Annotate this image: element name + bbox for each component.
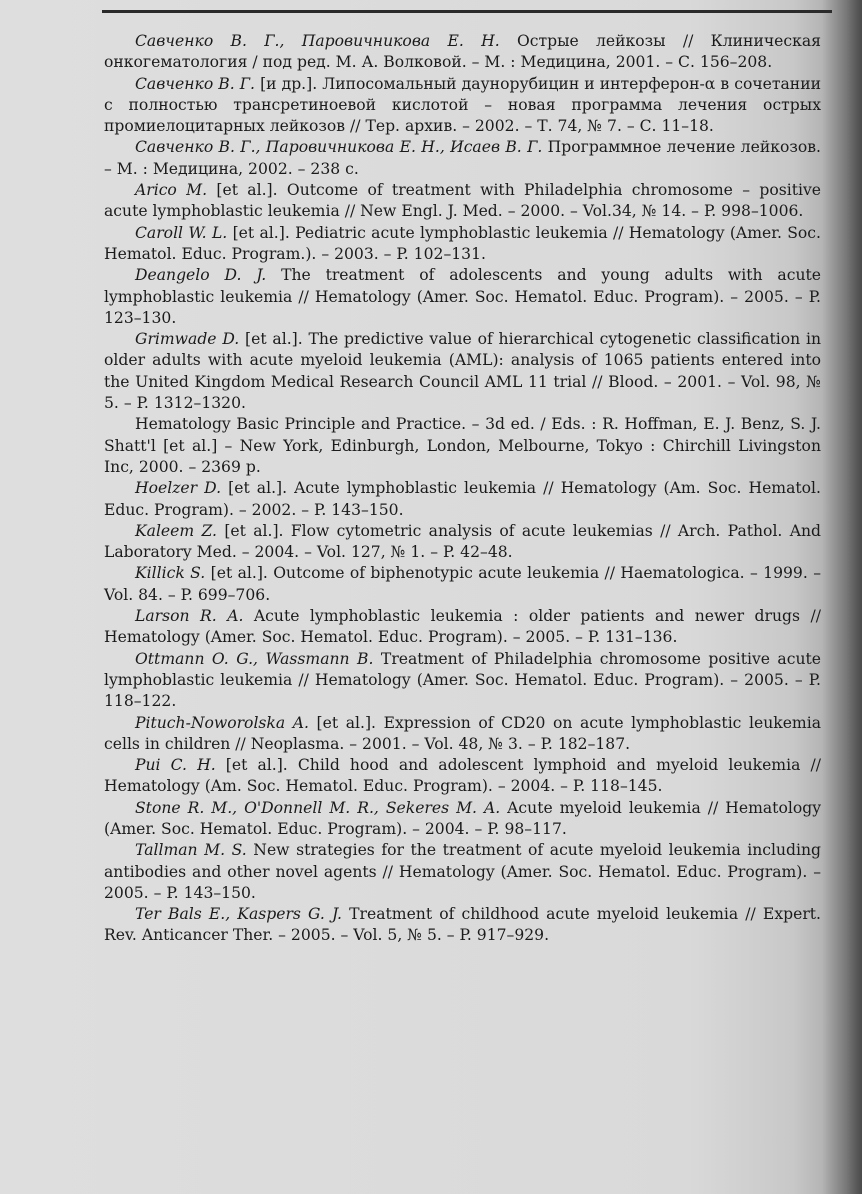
reference-author: Pituch-Noworolska A. [135,713,309,732]
reference-author: Grimwade D. [135,330,240,349]
reference-author: Савченко В. Г. [135,74,256,93]
reference-author: Killick S. [135,564,206,583]
reference-author: Deangelo D. J. [135,266,267,285]
reference-entry [104,840,821,904]
header-rule [102,10,832,13]
reference-text: Acute myeloid leukemia // Hematology (Amer. Soc. Hematol. Educ. Program). – 2004. – P. 98–117. [104,798,822,838]
reference-text: [et al.]. Acute lymphoblastic leukemia // Hematology (Am. Soc. Hematol. Educ. Program). – 2002. – P. 143–150. [104,479,821,519]
reference-entry [104,478,821,521]
reference-text: Acute lymphoblastic leukemia : older patients and newer drugs // Hematology (Amer. Soc. Hematol. Educ. Program). – 2005. – P. 131–136. [104,607,821,647]
reference-author: Larson R. A. [135,607,244,626]
reference-text: [et al.]. Outcome of biphenotypic acute leukemia // Haematologica. – 1999. – Vol. 84. – P. 699–706. [104,564,821,604]
reference-author: Tallman M. S. [135,841,247,860]
page-edge-shadow [822,0,862,1194]
reference-text: New strategies for the treatment of acute myeloid leukemia including antibodies and other novel agents // Hematology (Amer. Soc. Hematol. Educ. Program). – 2005. – P. 143–150. [104,841,821,902]
reference-entry [104,31,821,74]
reference-entry [104,265,821,329]
reference-text: Программное лечение лейкозов. – М. : Медицина, 2002. – 238 с. [104,138,821,178]
reference-text: [et al.]. The predictive value of hierarchical cytogenetic classification in older adults with acute myeloid leukemia (AML): analysis of 1065 patients entered into the United Kingdom Medical Research Council AML 11 trial // Blood. – 2001. – Vol. 98, № 5. – P. 1312–1320. [104,330,821,413]
reference-entry [104,798,821,841]
reference-text: [et al.]. Pediatric acute lymphoblastic leukemia // Hematology (Amer. Soc. Hematol. Educ. Program.). – 2003. – P. 102–131. [104,223,821,263]
reference-entry [104,74,821,138]
reference-text: [и др.]. Липосомальный даунорубицин и интерферон-α в сочетании с полностью трансретиноевой кислотой – новая программа лечения острых промиелоцитарных лейкозов // Тер. архив. – 2002. – Т. 74, № 7. – С. 11–18. [104,74,821,136]
reference-author: Kaleem Z. [135,521,218,540]
reference-author: Caroll W. L. [135,223,228,242]
reference-text: [et al.]. Child hood and adolescent lymphoid and myeloid leukemia // Hematology (Am. Soc. Hematol. Educ. Program). – 2004. – P. 118–145. [104,756,821,796]
reference-entry [104,649,821,713]
reference-entry [104,904,821,947]
reference-entry [104,137,821,180]
reference-author: Ottmann O. G., Wassmann B. [135,649,374,668]
reference-entry [104,563,821,606]
reference-text: Hematology Basic Principle and Practice. – 3d ed. / Eds. : R. Hoffman, E. J. Benz, S. J. Shatt'l [et al.] – New York, Edinburgh, London, Melbourne, Tokyo : Chirchill Livingston Inc, 2000. – 2369 p. [104,415,821,476]
reference-entry [104,713,821,756]
reference-entry [104,329,821,414]
reference-entry [104,180,821,223]
reference-entry [104,521,821,564]
reference-author: Arico M. [135,181,208,200]
reference-text: [et al.]. Flow cytometric analysis of acute leukemias // Arch. Pathol. And Laboratory Med. – 2004. – Vol. 127, № 1. – P. 42–48. [104,521,821,562]
reference-entry [104,414,821,478]
reference-author: Савченко В. Г., Паровичникова Е. Н., Исаев В. Г. [135,138,543,157]
reference-text: [et al.]. Expression of CD20 on acute lymphoblastic leukemia cells in children // Neoplasma. – 2001. – Vol. 48, № 3. – P. 182–187. [104,713,821,753]
reference-text: The treatment of adolescents and young adults with acute lymphoblastic leukemia // Hematology (Amer. Soc. Hematol. Educ. Program). – 2005. – P. 123–130. [104,266,821,327]
reference-author: Ter Bals E., Kaspers G. J. [135,905,343,924]
reference-text: Treatment of Philadelphia chromosome positive acute lymphoblastic leukemia // Hematology (Amer. Soc. Hematol. Educ. Program). – 2005. – P. 118–122. [104,649,821,711]
reference-author: Stone R. M., O'Donnell M. R., Sekeres M. A. [135,798,501,817]
reference-author: Pui C. H. [135,756,216,775]
reference-list [104,31,821,947]
reference-author: Hoelzer D. [135,479,222,498]
reference-text: [et al.]. Outcome of treatment with Philadelphia chromosome – positive acute lymphoblastic leukemia // New Engl. J. Med. – 2000. – Vol.34, № 14. – P. 998–1006. [104,181,821,221]
reference-entry [104,606,821,649]
reference-entry [104,223,821,266]
reference-entry [104,755,821,798]
reference-author: Савченко В. Г., Паровичникова Е. Н. [135,32,500,50]
reference-text: Treatment of childhood acute myeloid leukemia // Expert. Rev. Anticancer Ther. – 2005. – Vol. 5, № 5. – P. 917–929. [104,905,821,945]
reference-text: Острые лейкозы // Клиническая онкогематология / под ред. М. А. Волковой. – М. : Медицина, 2001. – С. 156–208. [104,32,821,72]
